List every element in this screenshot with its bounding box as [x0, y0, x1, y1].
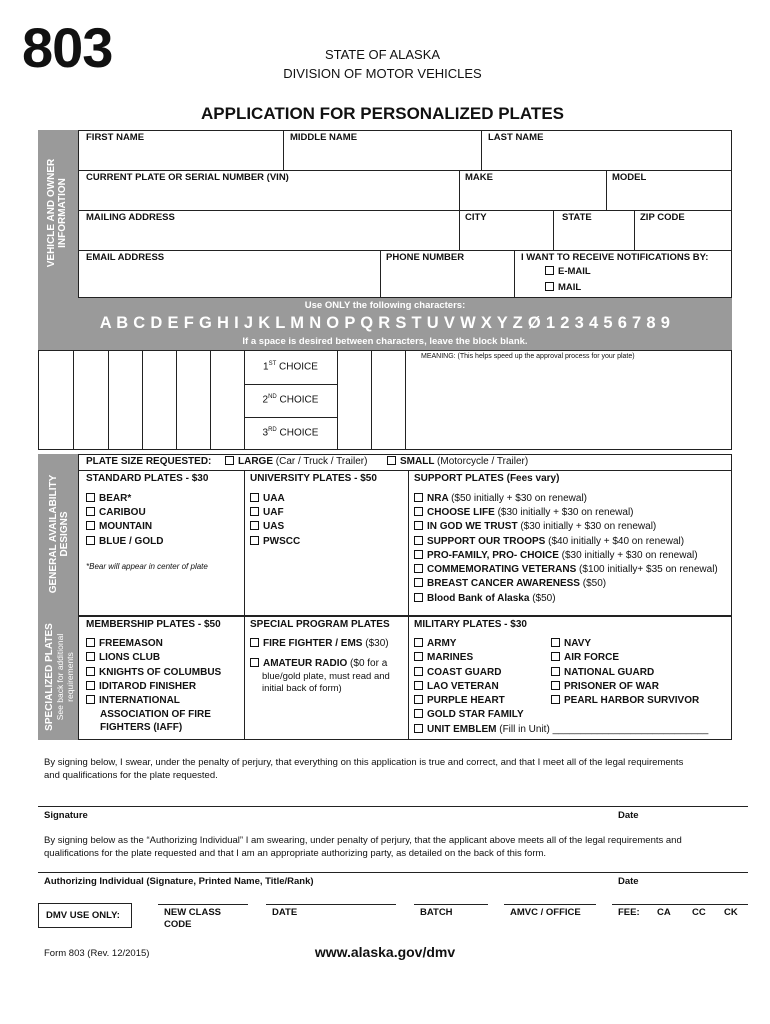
membership-knights-checkbox[interactable]: KNIGHTS OF COLUMBUS — [86, 666, 221, 680]
membership-iditarod-checkbox[interactable]: IDITAROD FINISHER — [86, 680, 196, 694]
form-number: 803 — [22, 16, 113, 79]
standard-bear-checkbox[interactable]: BEAR* — [86, 492, 131, 506]
phone-field[interactable]: PHONE NUMBER — [386, 252, 465, 263]
support-choose-life-checkbox[interactable]: CHOOSE LIFE ($30 initially + $30 on renewal) — [414, 506, 634, 520]
dmv-use-only-label: DMV USE ONLY: — [46, 910, 120, 921]
military-plates-title: MILITARY PLATES - $30 — [414, 619, 527, 630]
division-name: DIVISION OF MOTOR VEHICLES — [283, 66, 482, 81]
last-name-field[interactable]: LAST NAME — [488, 132, 544, 143]
membership-lions-club-checkbox[interactable]: LIONS CLUB — [86, 651, 160, 665]
middle-name-field[interactable]: MIDDLE NAME — [290, 132, 358, 143]
membership-iaff-cont-2: FIGHTERS (IAFF) — [100, 722, 183, 733]
second-choice-label: 2ND CHOICE — [262, 394, 319, 406]
military-navy-checkbox[interactable]: NAVY — [551, 637, 591, 651]
military-marines-checkbox[interactable]: MARINES — [414, 651, 473, 665]
military-gold-star-checkbox[interactable]: GOLD STAR FAMILY — [414, 708, 524, 722]
large-plate-checkbox[interactable]: LARGE (Car / Truck / Trailer) — [225, 455, 367, 469]
dmv-date[interactable]: DATE — [272, 907, 298, 918]
state-field[interactable]: STATE — [562, 212, 592, 223]
military-pow-checkbox[interactable]: PRISONER OF WAR — [551, 680, 659, 694]
military-purple-heart-checkbox[interactable]: PURPLE HEART — [414, 694, 505, 708]
support-breast-cancer-checkbox[interactable]: BREAST CANCER AWARENESS ($50) — [414, 577, 606, 591]
amateur-note: blue/gold plate, must read and initial back of form) — [262, 671, 390, 694]
make-field[interactable]: MAKE — [465, 172, 493, 183]
authorizing-label: Authorizing Individual (Signature, Printed Name, Title/Rank) — [44, 876, 314, 887]
military-unit-emblem-checkbox[interactable]: UNIT EMBLEM (Fill in Unit) ____________________________ — [414, 723, 708, 737]
military-pearl-harbor-checkbox[interactable]: PEARL HARBOR SURVIVOR — [551, 694, 699, 708]
authorizing-statement: By signing below as the “Authorizing Individual” I am swearing, under penalty of perjury, that the applicant above meets all of the legal requirements and qualifications for the plate requested and that I am an appropriate authorizing party, as detailed on the back of this form. — [44, 835, 682, 859]
membership-iaff-cont-1: ASSOCIATION OF FIRE — [100, 709, 211, 720]
space-note: If a space is desired between characters, leave the block blank. — [242, 336, 528, 347]
military-air-force-checkbox[interactable]: AIR FORCE — [551, 651, 619, 665]
signature-line[interactable] — [38, 806, 748, 807]
military-coast-guard-checkbox[interactable]: COAST GUARD — [414, 666, 501, 680]
specialized-side-label: SPECIALIZED PLATES See back for additional requirements — [44, 623, 75, 731]
membership-plates-title: MEMBERSHIP PLATES - $50 — [86, 619, 221, 630]
first-name-field[interactable]: FIRST NAME — [86, 132, 145, 143]
dmv-batch[interactable]: BATCH — [420, 907, 453, 918]
signature-label: Signature — [44, 810, 88, 821]
special-program-title: SPECIAL PROGRAM PLATES — [250, 619, 390, 630]
dmv-fee-ca[interactable]: CA — [657, 907, 671, 918]
notify-email-checkbox[interactable]: E-MAIL — [545, 266, 591, 277]
third-choice-label: 3RD CHOICE — [262, 427, 319, 439]
authorizing-date-label: Date — [618, 876, 639, 887]
mailing-address-field[interactable]: MAILING ADDRESS — [86, 212, 175, 223]
standard-blue-gold-checkbox[interactable]: BLUE / GOLD — [86, 535, 163, 549]
city-field[interactable]: CITY — [465, 212, 487, 223]
firefighter-checkbox[interactable]: FIRE FIGHTER / EMS ($30) — [250, 637, 389, 651]
small-plate-checkbox[interactable]: SMALL (Motorcycle / Trailer) — [387, 455, 528, 469]
university-uaf-checkbox[interactable]: UAF — [250, 506, 284, 520]
authorizing-line[interactable] — [38, 872, 748, 873]
notify-label: I WANT TO RECEIVE NOTIFICATIONS BY: — [521, 252, 709, 263]
university-pwscc-checkbox[interactable]: PWSCC — [250, 535, 300, 549]
designs-side-label: GENERAL AVAILABILITY DESIGNS — [48, 474, 70, 594]
page-title: APPLICATION FOR PERSONALIZED PLATES — [201, 104, 564, 123]
military-national-guard-checkbox[interactable]: NATIONAL GUARD — [551, 666, 654, 680]
university-plates-title: UNIVERSITY PLATES - $50 — [250, 473, 377, 484]
first-choice-label: 1ST CHOICE — [263, 361, 318, 373]
support-plates-title: SUPPORT PLATES (Fees vary) — [414, 473, 560, 484]
support-nra-checkbox[interactable]: NRA ($50 initially + $30 on renewal) — [414, 492, 587, 506]
support-our-troops-checkbox[interactable]: SUPPORT OUR TROOPS ($40 initially + $40 on renewal) — [414, 535, 684, 549]
form-revision: Form 803 (Rev. 12/2015) — [44, 948, 150, 959]
dmv-website-link[interactable]: www.alaska.gov/dmv — [314, 944, 456, 960]
meaning-note: MEANING: (This helps speed up the approval process for your plate) — [421, 353, 635, 360]
plate-size-label: PLATE SIZE REQUESTED: — [86, 456, 212, 467]
university-uas-checkbox[interactable]: UAS — [250, 520, 284, 534]
military-lao-veteran-checkbox[interactable]: LAO VETERAN — [414, 680, 499, 694]
support-veterans-checkbox[interactable]: COMMEMORATING VETERANS ($100 initially+ $35 on renewal) — [414, 563, 718, 577]
amateur-radio-checkbox[interactable]: AMATEUR RADIO ($0 for a — [250, 657, 387, 671]
dmv-fee-cc[interactable]: CC — [692, 907, 706, 918]
email-field[interactable]: EMAIL ADDRESS — [86, 252, 165, 263]
dmv-fee: FEE: — [618, 907, 640, 918]
model-field[interactable]: MODEL — [612, 172, 647, 183]
university-uaa-checkbox[interactable]: UAA — [250, 492, 285, 506]
standard-plates-title: STANDARD PLATES - $30 — [86, 473, 209, 484]
support-in-god-we-trust-checkbox[interactable]: IN GOD WE TRUST ($30 initially + $30 on renewal) — [414, 520, 656, 534]
dmv-new-class-code[interactable]: NEW CLASS CODE — [164, 907, 221, 930]
zip-field[interactable]: ZIP CODE — [640, 212, 685, 223]
perjury-statement: By signing below, I swear, under the penalty of perjury, that everything on this application is true and correct, and that I meet all of the legal requirements and qualifications for the plate requested. — [44, 757, 684, 781]
dmv-fee-ck[interactable]: CK — [724, 907, 738, 918]
bear-note: *Bear will appear in center of plate — [86, 562, 208, 571]
military-army-checkbox[interactable]: ARMY — [414, 637, 456, 651]
support-pro-family-checkbox[interactable]: PRO-FAMILY, PRO- CHOICE ($30 initially + $30 on renewal) — [414, 549, 698, 563]
support-blood-bank-checkbox[interactable]: Blood Bank of Alaska ($50) — [414, 592, 556, 606]
membership-iaff-checkbox[interactable]: INTERNATIONAL — [86, 694, 180, 708]
notify-mail-checkbox[interactable]: MAIL — [545, 282, 581, 293]
allowed-characters: A B C D E F G H I J K L M N O P Q R S T U V W X Y Z Ø 1 2 3 4 5 6 7 8 9 — [99, 314, 671, 332]
standard-mountain-checkbox[interactable]: MOUNTAIN — [86, 520, 152, 534]
standard-caribou-checkbox[interactable]: CARIBOU — [86, 506, 146, 520]
state-name: STATE OF ALASKA — [324, 47, 441, 62]
use-only-note: Use ONLY the following characters: — [304, 300, 466, 311]
signature-date-label: Date — [618, 810, 639, 821]
dmv-amvc-office[interactable]: AMVC / OFFICE — [510, 907, 581, 918]
plate-vin-field[interactable]: CURRENT PLATE OR SERIAL NUMBER (VIN) — [86, 172, 289, 183]
owner-side-label: VEHICLE AND OWNER INFORMATION — [46, 158, 68, 268]
membership-freemason-checkbox[interactable]: FREEMASON — [86, 637, 163, 651]
